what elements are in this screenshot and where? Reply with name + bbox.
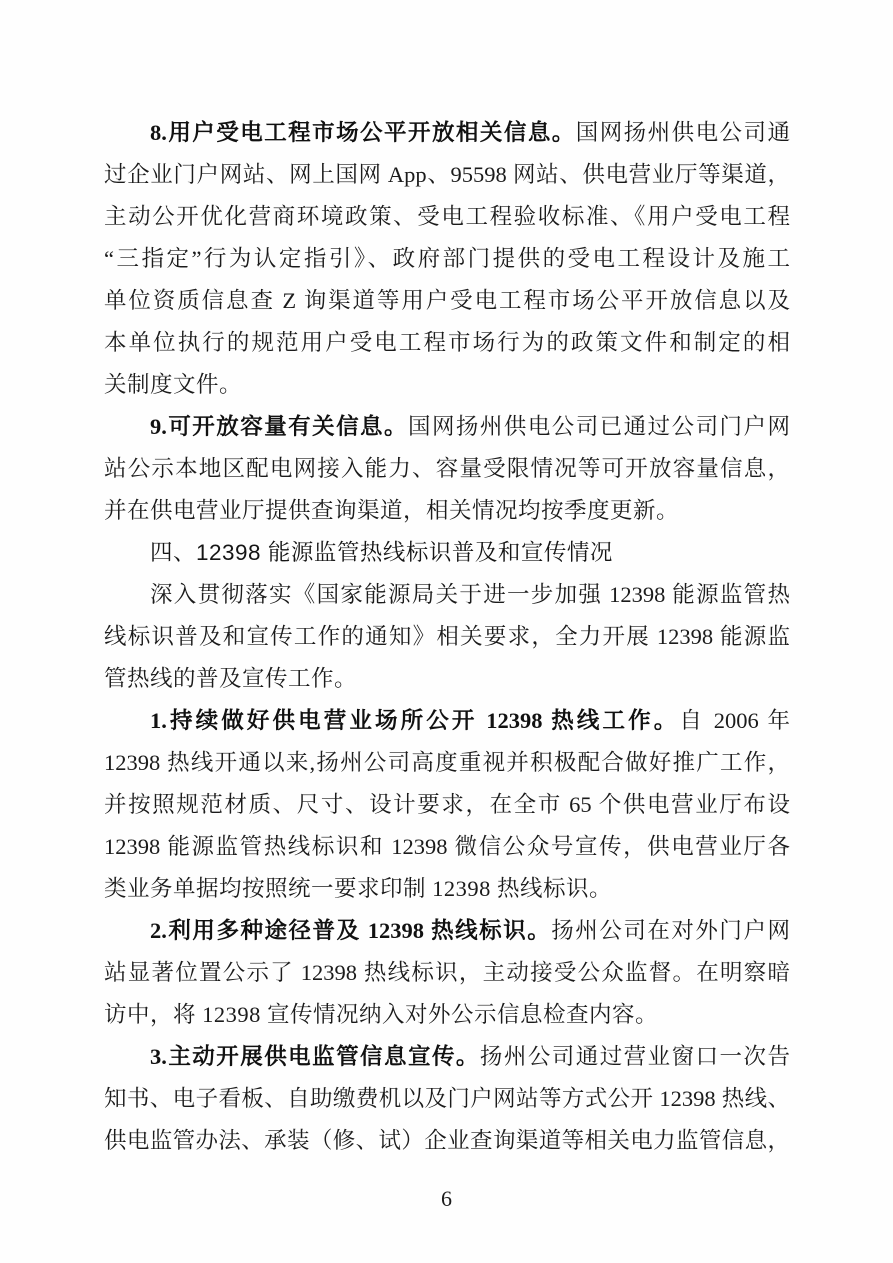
paragraph-line: 单位资质信息查 Z 询渠道等用户受电工程市场公平开放信息以及 (104, 288, 790, 313)
paragraph-lead: 9.可开放容量有关信息。 (150, 414, 408, 439)
paragraph-lead: 1.持续做好供电营业场所公开 12398 热线工作。 (150, 708, 680, 733)
paragraph (104, 910, 790, 1036)
paragraph-text: 扬州公司通过营业窗口一次告 (479, 1044, 790, 1069)
paragraph (104, 1036, 790, 1162)
page-number: 6 (441, 1186, 452, 1211)
paragraph (104, 406, 790, 532)
paragraph-text: 扬州公司在对外门户网 (551, 918, 790, 943)
paragraph-lead: 2.利用多种途径普及 12398 热线标识。 (150, 918, 552, 943)
paragraph-line (104, 1036, 790, 1078)
paragraph-line: 12398 热线开通以来,扬州公司高度重视并积极配合做好推广工作， (104, 750, 790, 775)
paragraph-line (104, 406, 790, 448)
paragraph-line: 并按照规范材质、尺寸、设计要求，在全市 65 个供电营业厅布设 (104, 792, 790, 817)
paragraph-line: 本单位执行的规范用户受电工程市场行为的政策文件和制定的相 (104, 330, 790, 355)
paragraph (104, 574, 790, 700)
paragraph-line: “三指定”行为认定指引》、政府部门提供的受电工程设计及施工 (104, 246, 790, 271)
paragraph-line: 过企业门户网站、网上国网 App、95598 网站、供电营业厅等渠道， (104, 162, 790, 187)
document-body (104, 112, 790, 1162)
paragraph-line: 站显著位置公示了 12398 热线标识，主动接受公众监督。在明察暗 (104, 960, 790, 985)
paragraph-line (104, 910, 790, 952)
paragraph-line: 类业务单据均按照统一要求印制 12398 热线标识。 (104, 876, 613, 901)
paragraph-line: 站公示本地区配电网接入能力、容量受限情况等可开放容量信息， (104, 456, 790, 481)
paragraph-line: 关制度文件。 (104, 372, 243, 397)
section (104, 532, 790, 574)
paragraph-line (104, 700, 790, 742)
paragraph (104, 700, 790, 910)
section-heading: 四、12398 能源监管热线标识普及和宣传情况 (150, 540, 613, 565)
paragraph-line: 深入贯彻落实《国家能源局关于进一步加强 12398 能源监管热 (150, 582, 790, 607)
paragraph-line: 访中，将 12398 宣传情况纳入对外公示信息检查内容。 (104, 1002, 659, 1027)
paragraph-line: 供电监管办法、承装（修、试）企业查询渠道等相关电力监管信息， (104, 1128, 790, 1153)
paragraph-text: 国网扬州供电公司通 (575, 120, 790, 145)
paragraph-lead: 3.主动开展供电监管信息宣传。 (150, 1044, 480, 1069)
paragraph-line: 并在供电营业厅提供查询渠道，相关情况均按季度更新。 (104, 498, 680, 523)
paragraph-text: 国网扬州供电公司已通过公司门户网 (408, 414, 790, 439)
paragraph-line (104, 112, 790, 154)
paragraph (104, 112, 790, 406)
paragraph-line: 知书、电子看板、自助缴费机以及门户网站等方式公开 12398 热线、 (104, 1086, 790, 1111)
paragraph-line: 线标识普及和宣传工作的通知》相关要求，全力开展 12398 能源监 (104, 624, 790, 649)
paragraph-line: 12398 能源监管热线标识和 12398 微信公众号宣传，供电营业厅各 (104, 834, 790, 859)
paragraph-text: 自 2006 年 (679, 708, 790, 733)
paragraph-lead: 8.用户受电工程市场公平开放相关信息。 (150, 120, 576, 145)
paragraph-line: 管热线的普及宣传工作。 (104, 666, 358, 691)
paragraph-line: 主动公开优化营商环境政策、受电工程验收标准、《用户受电工程 (104, 204, 790, 229)
